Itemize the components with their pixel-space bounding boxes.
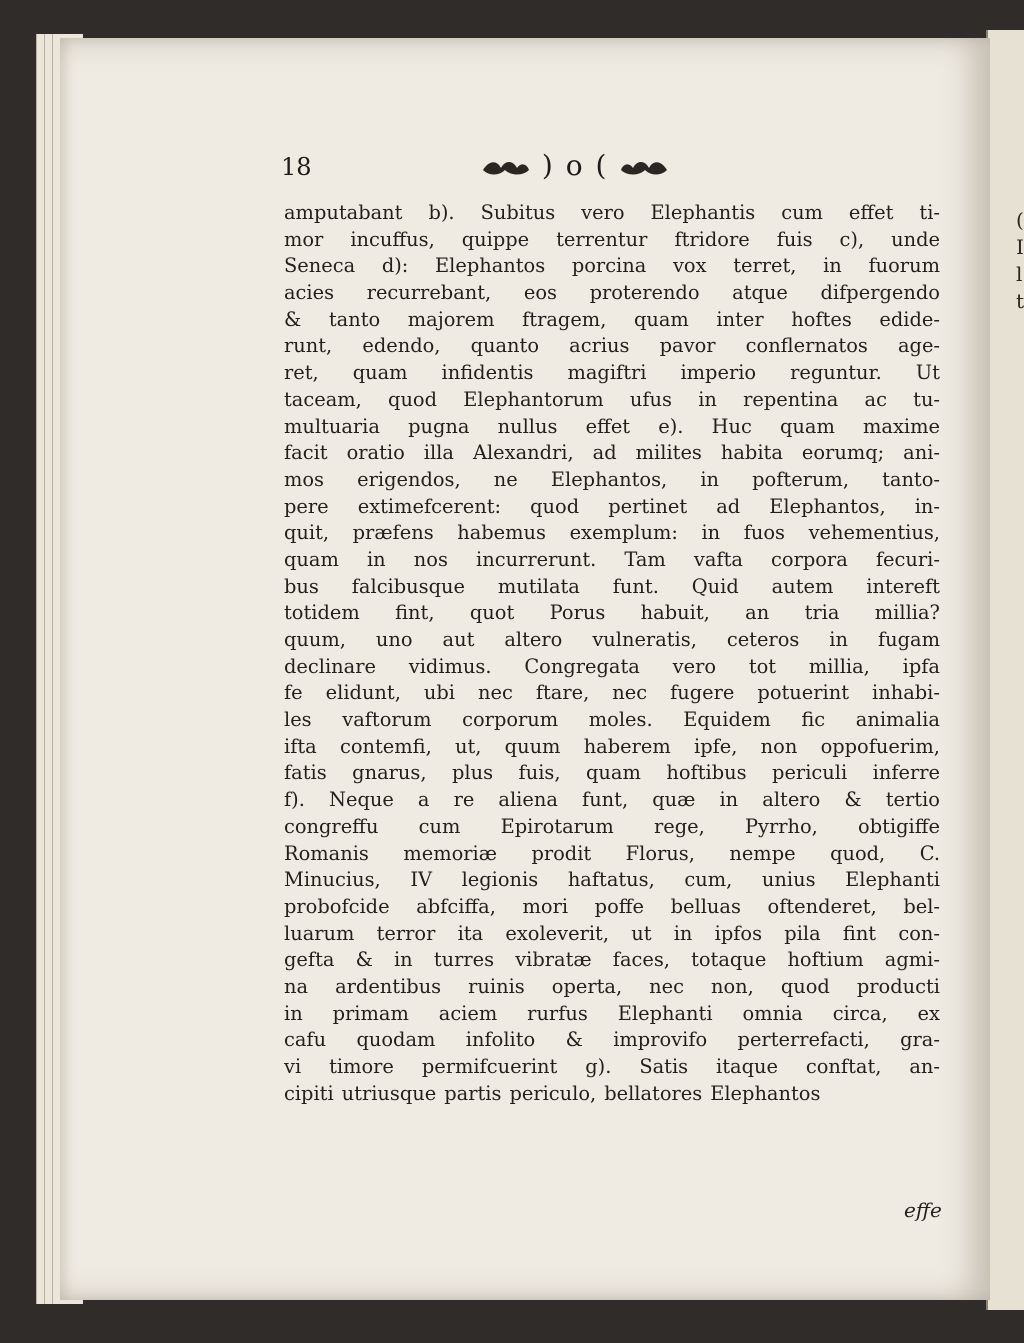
text-line: probofcide abfciffa, mori poffe belluas oftenderet, bel- [284, 894, 940, 918]
body-text [284, 200, 940, 1107]
text-line: cafu quodam infolito & improvifo perterrefacti, gra- [284, 1028, 940, 1052]
text-line: gefta & in turres vibratæ faces, totaque hoftium agmi- [284, 948, 940, 972]
text-line: acies recurrebant, eos proterendo atque difpergendo [284, 281, 940, 305]
text-line: fatis gnarus, plus fuis, quam hoftibus periculi inferre [284, 761, 940, 785]
text-line: ret, quam infidentis magiftri imperio reguntur. Ut [284, 361, 940, 385]
fleuron-right-icon [619, 158, 669, 178]
text-line: declinare vidimus. Congregata vero tot millia, ipfa [284, 654, 940, 678]
text-line: & tanto majorem ftragem, quam inter hoftes edide- [284, 307, 940, 331]
page-number: 18 [281, 153, 312, 181]
running-head [281, 149, 981, 193]
text-line: Minucius, IV legionis haftatus, cum, unius Elephanti [284, 868, 940, 892]
text-line: Seneca d): Elephantos porcina vox terret, in fuorum [284, 254, 940, 278]
text-line: les vaftorum corporum moles. Equidem fic animalia [284, 708, 940, 732]
text-line: pere extimefcerent: quod pertinet ad Elephantos, in- [284, 494, 940, 518]
fleuron-left-icon [481, 158, 531, 178]
text-line: mos erigendos, ne Elephantos, in pofterum, tanto- [284, 467, 940, 491]
text-line: multuaria pugna nullus effet e). Huc quam maxime [284, 414, 940, 438]
text-line: luarum terror ita exoleverit, ut in ipfos pila fint con- [284, 921, 940, 945]
facing-page-fragment: ( [1016, 208, 1024, 232]
text-line: facit oratio illa Alexandri, ad milites habita eorumq; ani- [284, 441, 940, 465]
text-line: quum, uno aut altero vulneratis, ceteros in fugam [284, 628, 940, 651]
text-line: totidem fint, quot Porus habuit, an tria millia? [284, 601, 940, 625]
text-line: quam in nos incurrerunt. Tam vafta corpora fecuri- [284, 547, 940, 571]
text-line: f). Neque a re aliena funt, quæ in altero & tertio [284, 788, 940, 812]
text-line: cipiti utriusque partis periculo, bellatores Elephantos [284, 1081, 821, 1105]
text-line: vi timore permifcuerint g). Satis itaque conftat, an- [284, 1055, 940, 1078]
text-line: in primam aciem rurfus Elephanti omnia circa, ex [284, 1001, 940, 1025]
facing-page-fragment: l [1016, 262, 1023, 286]
text-line: runt, edendo, quanto acrius pavor conflernatos age- [284, 334, 940, 358]
text-line: bus falcibusque mutilata funt. Quid autem intereft [284, 574, 940, 598]
text-line: mor incuffus, quippe terrentur ftridore fuis c), unde [284, 227, 940, 251]
header-ornament [481, 149, 669, 182]
text-line: amputabant b). Subitus vero Elephantis cum effet ti- [284, 201, 940, 224]
text-line: fe elidunt, ubi nec ftare, nec fugere potuerint inhabi- [284, 681, 940, 705]
text-line: quit, præfens habemus exemplum: in fuos vehementius, [284, 521, 940, 545]
catchword: effe [904, 1198, 942, 1222]
text-line: Romanis memoriæ prodit Florus, nempe quod, C. [284, 841, 940, 865]
text-line: ifta contemfi, ut, quum haberem ipfe, non oppofuerim, [284, 734, 940, 758]
text-line: taceam, quod Elephantorum ufus in repentina ac tu- [284, 387, 940, 411]
ornament-text: ) o ( [541, 149, 609, 182]
facing-page-fragment: I [1016, 235, 1024, 259]
text-line: na ardentibus ruinis operta, nec non, quod producti [284, 974, 940, 998]
text-line: congreffu cum Epirotarum rege, Pyrrho, obtigiffe [284, 814, 940, 838]
facing-page-edge [986, 30, 1024, 1310]
facing-page-fragment: t [1016, 289, 1024, 313]
